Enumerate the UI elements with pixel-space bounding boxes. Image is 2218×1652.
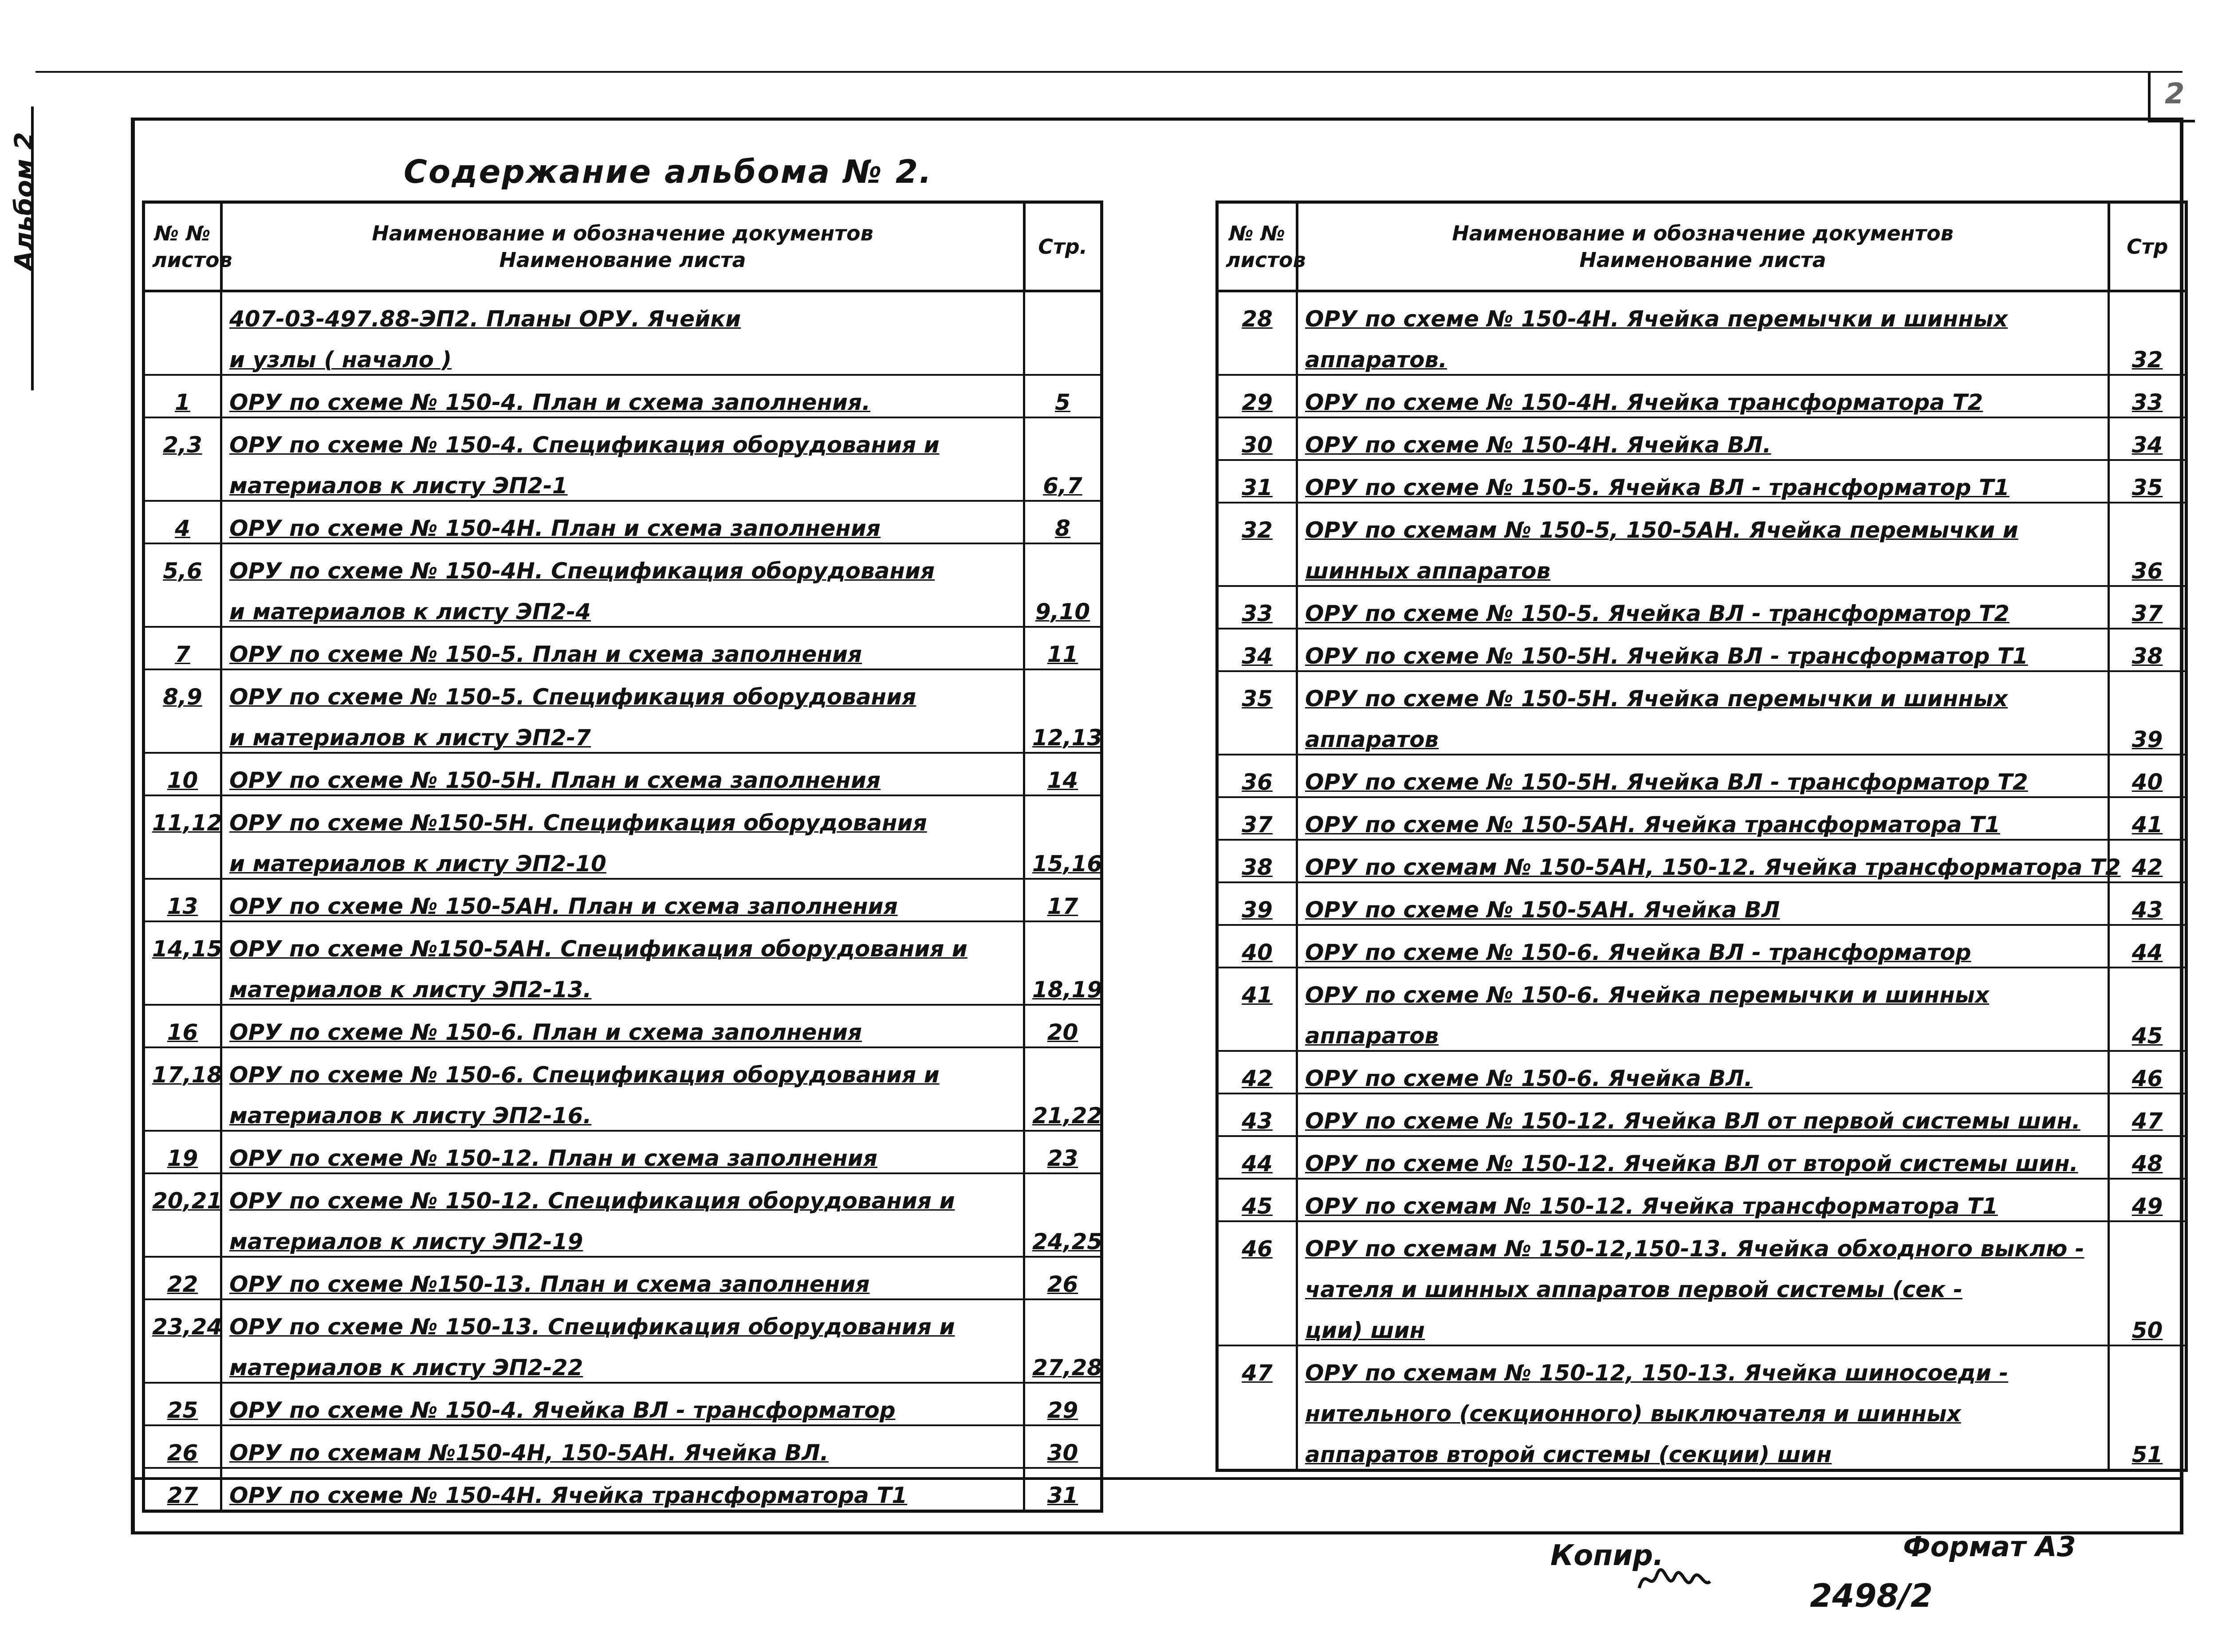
row-number: 27 [144,1468,221,1511]
row-page: 27,28 [1024,1341,1102,1383]
row-page: 45 [2109,1009,2187,1051]
table-row [1217,1387,2187,1428]
row-title: ОРУ по схеме № 150-4. План и схема заполнения. [221,375,1024,417]
row-title: ОРУ по схеме № 150-5АН. План и схема заполнения [221,879,1024,921]
table-row [1217,1179,2187,1221]
row-title: материалов к листу ЭП2-22 [221,1341,1024,1383]
row-number [1217,1428,1297,1471]
row-title: чателя и шинных аппаратов первой системы (сек - [1297,1263,2109,1304]
row-title: ОРУ по схеме № 150-5. Спецификация оборудования [221,669,1024,711]
header-name: Наименование и обозначение документов Наименование листа [221,202,1024,291]
row-number: 42 [1217,1051,1297,1093]
signature-mark [1637,1562,1712,1597]
table-row [144,1173,1102,1215]
side-label: Альбом 2 [9,132,39,271]
table-row [1217,1051,2187,1093]
row-number: 14,15 [144,921,221,963]
row-title: ОРУ по схеме № 150-6. Ячейка перемычки и шинных [1297,968,2109,1009]
row-page [1024,417,1102,459]
row-title: аппаратов второй системы (секции) шин [1297,1428,2109,1471]
row-title: материалов к листу ЭП2-1 [221,459,1024,501]
page-number: 2 [2165,78,2185,110]
table-row [144,543,1102,585]
row-title: ОРУ по схеме № 150-4Н. Ячейка ВЛ. [1297,417,2109,460]
row-title: ОРУ по схеме № 150-6. План и схема заполнения [221,1005,1024,1047]
table-row [144,1468,1102,1511]
row-page: 17 [1024,879,1102,921]
row-title: и материалов к листу ЭП2-7 [221,711,1024,753]
header-num: № № листов [144,202,221,291]
row-number: 43 [1217,1093,1297,1136]
row-title: ОРУ по схеме № 150-6. Ячейка ВЛ. [1297,1051,2109,1093]
row-title: ОРУ по схеме № 150-5Н. Ячейка ВЛ - трансформатор Т1 [1297,629,2109,671]
row-title: ОРУ по схеме № 150-4Н. Спецификация оборудования [221,543,1024,585]
table-row [1217,1304,2187,1345]
signature [1637,1562,1712,1605]
row-number: 45 [1217,1179,1297,1221]
row-page: 11 [1024,627,1102,669]
table-row [144,1299,1102,1341]
row-page: 31 [1024,1468,1102,1511]
row-page: 44 [2109,925,2187,968]
table-row [1217,417,2187,460]
row-page: 6,7 [1024,459,1102,501]
row-number: 46 [1217,1221,1297,1263]
row-page [1024,1173,1102,1215]
contents-table-left [142,201,1103,1513]
row-number: 26 [144,1425,221,1468]
row-page: 37 [2109,586,2187,629]
table-row [144,1215,1102,1257]
row-page: 38 [2109,629,2187,671]
header-page: Стр [2109,202,2187,291]
row-page [2109,671,2187,713]
row-page: 46 [2109,1051,2187,1093]
row-title: ОРУ по схемам № 150-12. Ячейка трансформатора Т1 [1297,1179,2109,1221]
row-number [144,1341,221,1383]
row-title: и узлы ( начало ) [221,333,1024,375]
table-row [144,291,1102,333]
row-page: 50 [2109,1304,2187,1345]
row-page [1024,1047,1102,1089]
row-page: 14 [1024,753,1102,795]
table-row [1217,375,2187,417]
table-row [144,963,1102,1005]
table-row [1217,713,2187,755]
row-page: 42 [2109,840,2187,882]
table-row [1217,1136,2187,1179]
row-number [1217,1009,1297,1051]
row-title: ОРУ по схеме № 150-5Н. Ячейка ВЛ - трансформатор Т2 [1297,755,2109,797]
table-row [144,1425,1102,1468]
table-row [1217,1093,2187,1136]
row-number: 41 [1217,968,1297,1009]
table-row [144,585,1102,627]
row-page: 29 [1024,1383,1102,1425]
row-number: 5,6 [144,543,221,585]
row-number: 47 [1217,1345,1297,1387]
row-page: 41 [2109,797,2187,840]
header-name: Наименование и обозначение документов Наименование листа [1297,202,2109,291]
row-title: ОРУ по схеме №150-5АН. Спецификация оборудования и [221,921,1024,963]
row-title: материалов к листу ЭП2-16. [221,1089,1024,1131]
row-page: 12,13 [1024,711,1102,753]
format-label: Формат А3 [1903,1530,2076,1563]
row-page: 9,10 [1024,585,1102,627]
table-row [1217,544,2187,586]
row-number: 10 [144,753,221,795]
row-title: ОРУ по схеме № 150-4. Ячейка ВЛ - трансформатор [221,1383,1024,1425]
row-page: 32 [2109,333,2187,375]
row-page: 49 [2109,1179,2187,1221]
row-number: 2,3 [144,417,221,459]
contents-table-right [1215,201,2188,1472]
row-page [1024,333,1102,375]
table-row [1217,1221,2187,1263]
page-title: Содержание альбома № 2. [404,153,933,190]
row-title: и материалов к листу ЭП2-4 [221,585,1024,627]
row-number [1217,333,1297,375]
table-row [144,1047,1102,1089]
row-title: ОРУ по схеме № 150-4Н. Ячейка перемычки и шинных [1297,291,2109,333]
row-page [1024,291,1102,333]
row-number: 11,12 [144,795,221,837]
row-page: 8 [1024,501,1102,543]
row-number: 13 [144,879,221,921]
table-row [1217,586,2187,629]
row-title: ОРУ по схеме № 150-12. Ячейка ВЛ от второй системы шин. [1297,1136,2109,1179]
row-number [1217,1387,1297,1428]
row-title: материалов к листу ЭП2-13. [221,963,1024,1005]
row-title: 407-03-497.88-ЭП2. Планы ОРУ. Ячейки [221,291,1024,333]
row-number: 20,21 [144,1173,221,1215]
table-row [144,417,1102,459]
row-title: ОРУ по схеме № 150-12. Ячейка ВЛ от первой системы шин. [1297,1093,2109,1136]
table-row [144,333,1102,375]
row-number: 16 [144,1005,221,1047]
row-page [2109,503,2187,544]
row-title: нительного (секционного) выключателя и шинных [1297,1387,2109,1428]
row-page: 39 [2109,713,2187,755]
table-row [1217,1428,2187,1471]
row-title: и материалов к листу ЭП2-10 [221,837,1024,879]
row-title: материалов к листу ЭП2-19 [221,1215,1024,1257]
row-page [2109,1345,2187,1387]
row-number [144,1089,221,1131]
row-title: ОРУ по схеме № 150-5Н. План и схема заполнения [221,753,1024,795]
row-number: 19 [144,1131,221,1173]
table-row [144,837,1102,879]
row-title: ОРУ по схеме № 150-6. Ячейка ВЛ - трансформатор [1297,925,2109,968]
row-title: ОРУ по схеме №150-13. План и схема заполнения [221,1257,1024,1299]
row-number: 4 [144,501,221,543]
row-page: 5 [1024,375,1102,417]
row-number: 34 [1217,629,1297,671]
row-title: шинных аппаратов [1297,544,2109,586]
row-page [2109,1221,2187,1263]
row-page: 23 [1024,1131,1102,1173]
row-title: ОРУ по схеме № 150-13. Спецификация оборудования и [221,1299,1024,1341]
table-row [1217,333,2187,375]
row-number [144,333,221,375]
table-row [1217,291,2187,333]
row-title: ОРУ по схеме № 150-5. Ячейка ВЛ - трансформатор Т2 [1297,586,2109,629]
row-page [2109,968,2187,1009]
table-row [1217,755,2187,797]
table-row [1217,503,2187,544]
row-number: 25 [144,1383,221,1425]
row-number: 32 [1217,503,1297,544]
table-row [1217,840,2187,882]
row-number: 29 [1217,375,1297,417]
row-number: 23,24 [144,1299,221,1341]
row-title: ОРУ по схеме № 150-4Н. План и схема заполнения [221,501,1024,543]
row-title: ОРУ по схемам № 150-12, 150-13. Ячейка шиносоеди - [1297,1345,2109,1387]
row-number [144,837,221,879]
table-row [144,1089,1102,1131]
row-page: 48 [2109,1136,2187,1179]
row-page: 47 [2109,1093,2187,1136]
row-number [1217,1263,1297,1304]
row-number: 38 [1217,840,1297,882]
table-row [144,501,1102,543]
row-page: 15,16 [1024,837,1102,879]
row-page: 18,19 [1024,963,1102,1005]
header-num: № № листов [1217,202,1297,291]
row-title: ОРУ по схеме № 150-12. План и схема заполнения [221,1131,1024,1173]
row-number: 22 [144,1257,221,1299]
top-rule [35,71,2183,73]
row-page: 21,22 [1024,1089,1102,1131]
table-row [144,627,1102,669]
row-title: ОРУ по схеме № 150-5АН. Ячейка трансформатора Т1 [1297,797,2109,840]
table-row [1217,925,2187,968]
row-number: 1 [144,375,221,417]
row-number [1217,1304,1297,1345]
row-title: аппаратов [1297,1009,2109,1051]
row-page [1024,543,1102,585]
row-number [144,585,221,627]
row-title: ОРУ по схеме № 150-4. Спецификация оборудования и [221,417,1024,459]
row-title: ОРУ по схемам № 150-5АН, 150-12. Ячейка трансформатора Т2 [1297,840,2109,882]
row-page: 40 [2109,755,2187,797]
row-number: 33 [1217,586,1297,629]
table-row [144,1131,1102,1173]
table-row [1217,671,2187,713]
row-number [144,711,221,753]
row-number: 17,18 [144,1047,221,1089]
table-row [144,879,1102,921]
row-title: ОРУ по схемам № 150-5, 150-5АН. Ячейка перемычки и [1297,503,2109,544]
row-number: 31 [1217,460,1297,503]
copied-label: Копир. [1550,1539,1664,1572]
row-number: 36 [1217,755,1297,797]
table-row [1217,460,2187,503]
row-number: 35 [1217,671,1297,713]
table-row [144,1005,1102,1047]
table-row [144,459,1102,501]
row-page: 35 [2109,460,2187,503]
row-number: 7 [144,627,221,669]
row-number: 44 [1217,1136,1297,1179]
row-title: ОРУ по схеме № 150-6. Спецификация оборудования и [221,1047,1024,1089]
header-page: Стр. [1024,202,1102,291]
doc-number: 2498/2 [1810,1577,1933,1614]
row-number [144,963,221,1005]
table-row [144,795,1102,837]
table-row [144,711,1102,753]
row-page [1024,1299,1102,1341]
row-page [2109,1263,2187,1304]
row-title: ОРУ по схеме № 150-5Н. Ячейка перемычки и шинных [1297,671,2109,713]
table-row [1217,797,2187,840]
row-number [144,291,221,333]
row-title: ОРУ по схеме № 150-4Н. Ячейка трансформатора Т1 [221,1468,1024,1511]
row-title: ОРУ по схемам №150-4Н, 150-5АН. Ячейка ВЛ. [221,1425,1024,1468]
row-title: ОРУ по схеме № 150-5. План и схема заполнения [221,627,1024,669]
row-title: ОРУ по схемам № 150-12,150-13. Ячейка обходного выклю - [1297,1221,2109,1263]
row-page: 30 [1024,1425,1102,1468]
row-title: ОРУ по схеме № 150-5АН. Ячейка ВЛ [1297,882,2109,925]
table-row [144,375,1102,417]
row-title: ОРУ по схеме №150-5Н. Спецификация оборудования [221,795,1024,837]
row-page: 34 [2109,417,2187,460]
row-page [2109,1387,2187,1428]
table-row [144,753,1102,795]
table-row [1217,1263,2187,1304]
row-number [144,1215,221,1257]
table-row [144,669,1102,711]
row-number [144,459,221,501]
row-page [1024,669,1102,711]
table-row [144,921,1102,963]
row-number: 30 [1217,417,1297,460]
table-row [144,1383,1102,1425]
row-number: 28 [1217,291,1297,333]
row-title: ции) шин [1297,1304,2109,1345]
row-number [1217,544,1297,586]
table-row [1217,629,2187,671]
table-row [1217,968,2187,1009]
table-row [1217,882,2187,925]
row-page: 51 [2109,1428,2187,1471]
table-row [1217,1345,2187,1387]
table-row [144,1341,1102,1383]
row-page: 20 [1024,1005,1102,1047]
row-title: ОРУ по схеме № 150-4Н. Ячейка трансформатора Т2 [1297,375,2109,417]
row-page [1024,795,1102,837]
row-page: 36 [2109,544,2187,586]
row-title: ОРУ по схеме № 150-12. Спецификация оборудования и [221,1173,1024,1215]
row-number: 40 [1217,925,1297,968]
table-row [1217,1009,2187,1051]
row-number: 8,9 [144,669,221,711]
row-page [1024,921,1102,963]
row-title: аппаратов. [1297,333,2109,375]
row-page [2109,291,2187,333]
row-title: ОРУ по схеме № 150-5. Ячейка ВЛ - трансформатор Т1 [1297,460,2109,503]
row-number: 37 [1217,797,1297,840]
row-page: 26 [1024,1257,1102,1299]
row-page: 33 [2109,375,2187,417]
table-row [144,1257,1102,1299]
row-page: 43 [2109,882,2187,925]
row-number: 39 [1217,882,1297,925]
row-number [1217,713,1297,755]
row-title: аппаратов [1297,713,2109,755]
row-page: 24,25 [1024,1215,1102,1257]
